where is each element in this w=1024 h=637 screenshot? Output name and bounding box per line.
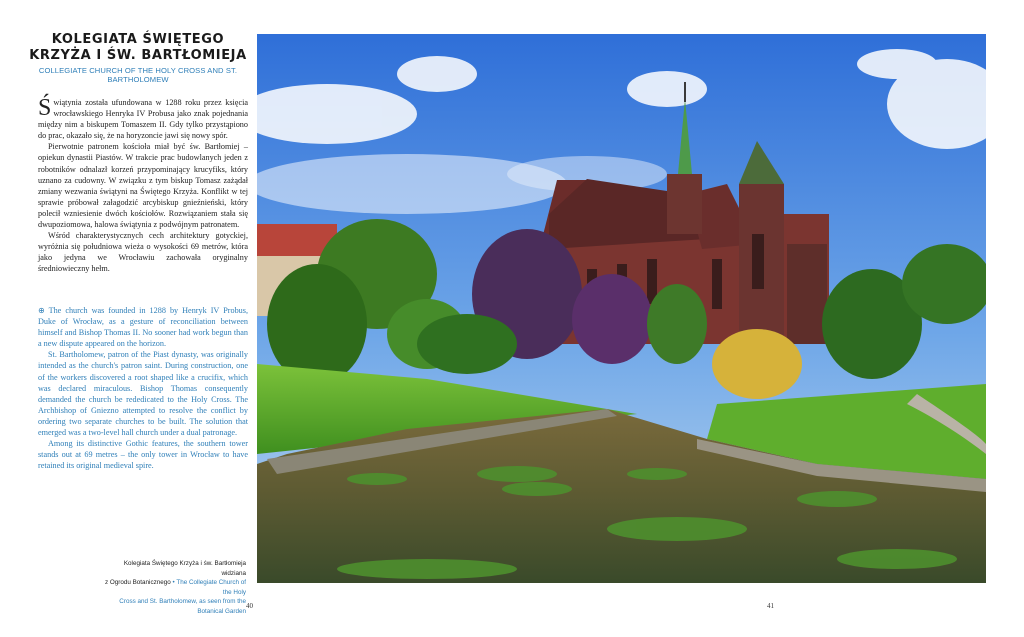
page-subtitle: COLLEGIATE CHURCH OF THE HOLY CROSS AND ST. BARTHOLOMEW: [38, 66, 238, 84]
polish-paragraph-1: Świątynia została ufundowana w 1288 roku przez księcia wrocławskiego Henryka IV Probusa jako znak pojednania między nim a biskupem Tomaszem II. Gdy tylko przystąpiono do prac, okazało się, że na horyzoncie jawi się nowy spór.: [38, 95, 248, 141]
photo-caption: Kolegiata Świętego Krzyża i św. Bartłomieja widziana z Ogrodu Botanicznego • The Collegiate Church of the Holy Cross and St. Bartholomew, as seen from the Botanical Garden: [104, 560, 246, 615]
english-paragraph-3: Among its distinctive Gothic features, the southern tower stands out at 69 metres – the only tower in Wrocław to have retained its original medieval spire.: [38, 439, 248, 471]
polish-paragraph-2: Pierwotnie patronem kościoła miał być św. Bartłomiej – opiekun dynastii Piastów. W trakcie prac budowlanych jeden z robotników odnalazł korzeń przypominający krucyfiks, który uznano za cudowny. W związku z tym biskup Tomasz zażądał zmiany wezwania świątyni na Świętego Krzyża. Konflikt w tej sprawie próbował załagodzić arcybiskup gnieźnieński, który polecił wzniesienie dwóch kościołów. Rozwiązaniem stała się dwupoziomowa, halowa świątynia z podwójnym patronatem.: [38, 142, 248, 230]
drop-cap: Ś: [38, 95, 52, 121]
page-title: [20, 32, 256, 64]
title-line-2: KRZYŻA I ŚW. BARTŁOMIEJA: [29, 48, 247, 63]
page-number-right: 41: [767, 602, 774, 610]
polish-paragraph-3: Wśród charakterystycznych cech architektury gotyckiej, wyróżnia się południowa wieża o wysokości 69 metrów, która jako jedyna we Wrocławiu zachowała oryginalny średniowieczny hełm.: [38, 231, 248, 274]
title-line-1: KOLEGIATA ŚWIĘTEGO: [51, 32, 225, 47]
page-number-left: 40: [246, 602, 253, 610]
church-photo: [257, 34, 986, 583]
english-paragraph-2: St. Bartholomew, patron of the Piast dynasty, was originally intended as the church's patron saint. During construction, one of the workers discovered a root shaped like a crucifix, which was declared miraculous. Bishop Thomas consequently demanded the church be rededicated to the Holy Cross. The Archbishop of Gniezno attempted to resolve the conflict by ordering two separate churches to be built. The solution that emerged was a two-level hall church under a dual patronage.: [38, 350, 248, 438]
english-text: [38, 305, 248, 471]
english-marker-icon: ⊕: [38, 306, 45, 315]
polish-text: [38, 97, 248, 275]
english-paragraph-1: ⊕ The church was founded in 1288 by Henryk IV Probus, Duke of Wrocław, as a gesture of reconciliation between himself and Bishop Thomas II. No sooner had work begun than a new dispute appeared on the horizon.: [38, 306, 249, 349]
